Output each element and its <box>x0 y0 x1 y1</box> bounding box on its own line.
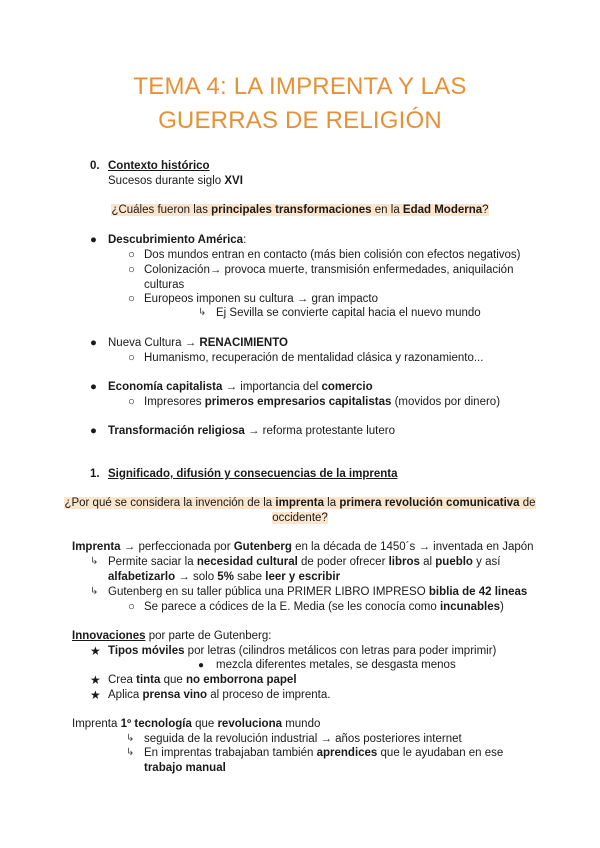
question-imprenta-line2: occidente? <box>272 512 328 524</box>
innov-item-2: Crea tinta que no emborrona papel <box>108 674 297 686</box>
return-arrow-icon: ↳ <box>126 747 135 758</box>
page-title-line1: TEMA 4: LA IMPRENTA Y LAS <box>133 73 467 100</box>
innov-item-3: Aplica prensa vino al proceso de imprenta. <box>108 689 331 701</box>
imprenta-item-2: Gutenberg en su taller pública una PRIMER LIBRO IMPRESO biblia de 42 lineas <box>108 586 528 598</box>
circle-bullet-icon: ○ <box>128 293 135 305</box>
innov-item-1-sub: mezcla diferentes metales, se desgasta menos <box>216 659 456 671</box>
tecnologia-item-2: En imprentas trabajaban también aprendices que le ayudaban en ese <box>144 747 504 759</box>
tecnologia-item-2-cont: trabajo manual <box>144 762 226 774</box>
return-arrow-icon: ↳ <box>90 556 99 567</box>
innov-item-1: Tipos móviles por letras (cilindros metálicos con letras para poder imprimir) <box>108 645 497 657</box>
circle-bullet-icon: ○ <box>128 396 135 408</box>
america-item-2: Colonización→ provoca muerte, transmisión enfermedades, aniquilación <box>144 264 514 276</box>
section-0-subtitle: Sucesos durante siglo XVI <box>108 175 243 187</box>
return-arrow-icon: ↳ <box>90 586 99 597</box>
bullet-dot-icon: ● <box>90 234 97 246</box>
return-arrow-icon: ↳ <box>198 307 207 318</box>
section-0-heading: Contexto histórico <box>108 160 210 172</box>
imprenta-item-1: Permite saciar la necesidad cultural de poder ofrecer libros al pueblo y así <box>108 556 501 568</box>
return-arrow-icon: ↳ <box>126 733 135 744</box>
section-1-heading: Significado, difusión y consecuencias de la imprenta <box>108 468 398 480</box>
circle-bullet-icon: ○ <box>128 249 135 261</box>
star-bullet-icon: ★ <box>90 644 101 658</box>
economia-item-1: Impresores primeros empresarios capitalistas (movidos por dinero) <box>144 396 501 408</box>
question-transformations: ¿Cuáles fueron las principales transformaciones en la Edad Moderna? <box>111 204 489 216</box>
list-item-cultura: Nueva Cultura → RENACIMIENTO <box>108 337 289 349</box>
star-bullet-icon: ★ <box>90 688 101 702</box>
innovaciones-heading: Innovaciones por parte de Gutenberg: <box>72 630 272 642</box>
bullet-dot-icon: ● <box>198 660 205 671</box>
imprenta-item-1-cont: alfabetizarlo → solo 5% sabe leer y escribir <box>108 571 341 583</box>
circle-bullet-icon: ○ <box>128 601 135 613</box>
america-item-3-sub: Ej Sevilla se convierte capital hacia el nuevo mundo <box>216 307 481 319</box>
bullet-dot-icon: ● <box>90 425 97 437</box>
list-item-america: Descubrimiento América: <box>108 234 247 246</box>
america-item-1: Dos mundos entran en contacto (más bien colisión con efectos negativos) <box>144 249 521 261</box>
america-item-2-cont: culturas <box>144 279 185 291</box>
page-title-line2: GUERRAS DE RELIGIÓN <box>158 107 442 134</box>
circle-bullet-icon: ○ <box>128 352 135 364</box>
section-1-number: 1. <box>90 468 100 480</box>
circle-bullet-icon: ○ <box>128 264 135 276</box>
imprenta-main: Imprenta → perfeccionada por Gutenberg en la década de 1450´s → inventada en Japón <box>72 541 534 553</box>
list-item-religion: Transformación religiosa → reforma protestante lutero <box>108 425 395 437</box>
list-item-economia: Economía capitalista → importancia del comercio <box>108 381 373 393</box>
question-imprenta-line1: ¿Por qué se considera la invención de la imprenta la primera revolución comunicativa de <box>64 497 536 509</box>
section-0-number: 0. <box>90 160 100 172</box>
bullet-dot-icon: ● <box>90 337 97 349</box>
tecnologia-main: Imprenta 1º tecnología que revoluciona mundo <box>72 718 321 730</box>
tecnologia-item-1: seguida de la revolución industrial → años posteriores internet <box>144 733 462 745</box>
bullet-dot-icon: ● <box>90 381 97 393</box>
cultura-item-1: Humanismo, recuperación de mentalidad clásica y razonamiento... <box>144 352 484 364</box>
imprenta-item-2-sub: Se parece a códices de la E. Media (se les conocía como incunables) <box>144 601 504 613</box>
star-bullet-icon: ★ <box>90 673 101 687</box>
america-item-3: Europeos imponen su cultura → gran impacto <box>144 293 378 305</box>
